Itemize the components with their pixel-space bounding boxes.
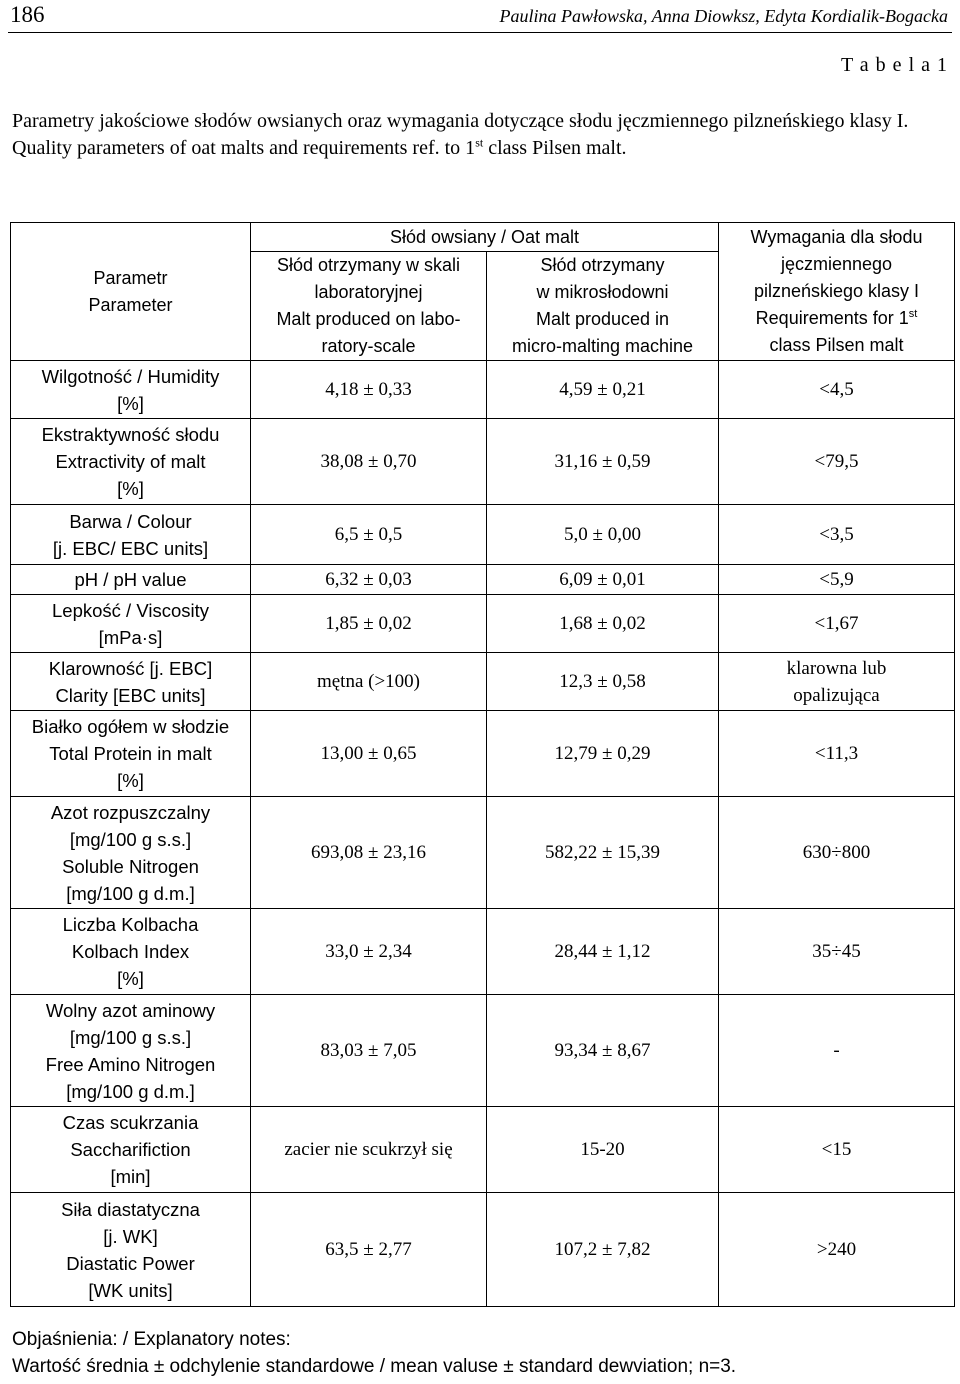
- parameter-line: Lepkość / Viscosity: [52, 599, 209, 621]
- requirement-cell: [719, 797, 955, 909]
- micromalting-value-cell: 5,0 ± 0,00: [487, 505, 719, 565]
- requirement-line: -: [833, 1040, 840, 1061]
- requirement-line: <3,5: [819, 524, 854, 545]
- laboratory-value-cell: 4,18 ± 0,33: [251, 361, 487, 419]
- parameter-line: [%]: [117, 968, 144, 989]
- parameter-line: Wilgotność / Humidity: [41, 365, 220, 387]
- parameter-line: Białko ogółem w słodzie: [31, 716, 230, 737]
- page-header: [8, 0, 952, 33]
- parameter-cell: [11, 797, 251, 909]
- parameter-cell: [11, 419, 251, 505]
- parameter-line: [%]: [117, 478, 144, 499]
- table-row: [11, 505, 955, 565]
- parameter-line: pH / pH value: [74, 569, 187, 590]
- parameter-line: Ekstraktywność słodu: [41, 424, 220, 445]
- table-row: [11, 711, 955, 797]
- parameter-line: [%]: [117, 392, 144, 414]
- micromalting-value-cell: 4,59 ± 0,21: [487, 361, 719, 419]
- table-row: [11, 909, 955, 995]
- requirement-line: <11,3: [814, 743, 859, 764]
- requirement-line: 35÷45: [812, 941, 861, 962]
- parameter-cell: [11, 565, 251, 595]
- parameter-line: [%]: [117, 770, 144, 791]
- table-row: [11, 565, 955, 595]
- requirement-cell: [719, 1107, 955, 1193]
- header-laboratory-malt: Słód otrzymany w skali laboratoryjnej Malt produced on labo- ratory-scale: [251, 252, 487, 361]
- footnotes: [12, 1326, 952, 1380]
- table-row: [11, 1107, 955, 1193]
- table-row: [11, 995, 955, 1107]
- parameter-line: Liczba Kolbacha: [62, 914, 199, 935]
- requirement-line: opalizująca: [793, 684, 880, 706]
- requirement-line: <1,67: [814, 613, 859, 634]
- parameter-cell: [11, 1107, 251, 1193]
- header-micromalting-malt: Słód otrzymany w mikrosłodowni Malt produced in micro-malting machine: [487, 252, 719, 361]
- parameter-line: Clarity [EBC units]: [55, 684, 206, 706]
- page-authors: Paulina Pawłowska, Anna Diowksz, Edyta Kordialik-Bogacka: [499, 6, 948, 26]
- table-row: [11, 361, 955, 419]
- parameter-cell: [11, 909, 251, 995]
- laboratory-value-cell: 693,08 ± 23,16: [251, 797, 487, 909]
- parameter-cell: [11, 653, 251, 711]
- table-header-row-1: [11, 223, 955, 252]
- requirement-cell: [719, 711, 955, 797]
- micromalting-value-cell: 6,09 ± 0,01: [487, 565, 719, 595]
- laboratory-value-cell: mętna (>100): [251, 653, 487, 711]
- parameter-line: Barwa / Colour: [69, 510, 192, 532]
- page-number: 186: [10, 2, 45, 27]
- parameter-line: Diastatic Power: [66, 1252, 195, 1274]
- micromalting-value-cell: 582,22 ± 15,39: [487, 797, 719, 909]
- parameter-line: [j. EBC/ EBC units]: [52, 537, 209, 559]
- parameter-line: Free Amino Nitrogen: [45, 1053, 216, 1075]
- parameter-line: [min]: [110, 1166, 151, 1187]
- parameter-line: Klarowność [j. EBC]: [48, 657, 213, 679]
- parameter-line: Total Protein in malt: [49, 743, 212, 764]
- micromalting-value-cell: 1,68 ± 0,02: [487, 595, 719, 653]
- parameter-cell: [11, 995, 251, 1107]
- table-body: [11, 361, 955, 1307]
- requirement-line: <4,5: [819, 379, 854, 400]
- micromalting-value-cell: 107,2 ± 7,82: [487, 1193, 719, 1307]
- requirement-cell: [719, 653, 955, 711]
- header-oat-malt-group: Słód owsiany / Oat malt: [251, 223, 719, 252]
- micromalting-value-cell: 12,3 ± 0,58: [487, 653, 719, 711]
- parameter-line: [j. WK]: [103, 1225, 158, 1247]
- laboratory-value-cell: zacier nie scukrzył się: [251, 1107, 487, 1193]
- header-requirements: Wymagania dla słodu jęczmiennego pilzneńskiego klasy I Requirements for 1st class Pilsen malt: [719, 223, 955, 361]
- laboratory-value-cell: 6,5 ± 0,5: [251, 505, 487, 565]
- footnotes-title: Objaśnienia: / Explanatory notes:: [12, 1329, 291, 1350]
- table-label: T a b e l a 1: [840, 54, 948, 76]
- parameter-line: [mg/100 g s.s.]: [69, 1026, 192, 1048]
- laboratory-value-cell: 6,32 ± 0,03: [251, 565, 487, 595]
- requirement-cell: [719, 419, 955, 505]
- requirement-line: <79,5: [814, 451, 859, 472]
- table-row: [11, 419, 955, 505]
- header-parameter: Parametr Parameter: [11, 223, 251, 361]
- table-row: [11, 595, 955, 653]
- parameter-cell: [11, 1193, 251, 1307]
- parameter-line: Soluble Nitrogen: [62, 855, 199, 877]
- parameter-line: [mg/100 g d.m.]: [66, 1080, 195, 1102]
- parameter-cell: [11, 711, 251, 797]
- parameter-line: Czas scukrzania: [62, 1112, 199, 1133]
- table-caption: [12, 108, 952, 162]
- parameter-line: Wolny azot aminowy: [45, 999, 216, 1021]
- parameter-cell: [11, 361, 251, 419]
- parameter-line: [mg/100 g d.m.]: [66, 882, 195, 904]
- micromalting-value-cell: 31,16 ± 0,59: [487, 419, 719, 505]
- requirement-line: klarowna lub: [786, 657, 887, 679]
- parameter-line: Siła diastatyczna: [61, 1198, 200, 1220]
- parameter-line: [mg/100 g s.s.]: [69, 828, 192, 850]
- requirement-cell: [719, 1193, 955, 1307]
- parameter-line: Azot rozpuszczalny: [50, 801, 211, 823]
- caption-polish: Parametry jakościowe słodów owsianych oraz wymagania dotyczące słodu jęczmiennego pilzneńskiego klasy I.: [12, 110, 909, 132]
- requirement-cell: [719, 995, 955, 1107]
- requirement-cell: [719, 595, 955, 653]
- micromalting-value-cell: 93,34 ± 8,67: [487, 995, 719, 1107]
- quality-parameters-table: [10, 222, 955, 1307]
- laboratory-value-cell: 38,08 ± 0,70: [251, 419, 487, 505]
- requirement-cell: [719, 505, 955, 565]
- parameter-line: Saccharifiction: [70, 1139, 191, 1160]
- footnotes-line: Wartość średnia ± odchylenie standardowe / mean valuse ± standard dewviation; n=3.: [12, 1356, 737, 1377]
- requirement-cell: [719, 565, 955, 595]
- laboratory-value-cell: 63,5 ± 2,77: [251, 1193, 487, 1307]
- caption-english: Quality parameters of oat malts and requirements ref. to 1st class Pilsen malt.: [12, 135, 627, 159]
- laboratory-value-cell: 33,0 ± 2,34: [251, 909, 487, 995]
- requirement-line: >240: [816, 1239, 857, 1260]
- parameter-line: Kolbach Index: [71, 941, 190, 962]
- requirement-line: <15: [821, 1139, 852, 1160]
- laboratory-value-cell: 83,03 ± 7,05: [251, 995, 487, 1107]
- table-row: [11, 1193, 955, 1307]
- micromalting-value-cell: 15-20: [487, 1107, 719, 1193]
- parameter-line: Extractivity of malt: [55, 451, 206, 472]
- laboratory-value-cell: 13,00 ± 0,65: [251, 711, 487, 797]
- laboratory-value-cell: 1,85 ± 0,02: [251, 595, 487, 653]
- table-row: [11, 797, 955, 909]
- parameter-cell: [11, 595, 251, 653]
- requirement-line: <5,9: [819, 569, 854, 590]
- micromalting-value-cell: 12,79 ± 0,29: [487, 711, 719, 797]
- requirement-cell: [719, 909, 955, 995]
- parameter-cell: [11, 505, 251, 565]
- parameter-line: [mPa·s]: [98, 626, 163, 648]
- micromalting-value-cell: 28,44 ± 1,12: [487, 909, 719, 995]
- requirement-cell: [719, 361, 955, 419]
- parameter-line: [WK units]: [88, 1279, 173, 1301]
- table-row: [11, 653, 955, 711]
- requirement-line: 630÷800: [802, 842, 871, 863]
